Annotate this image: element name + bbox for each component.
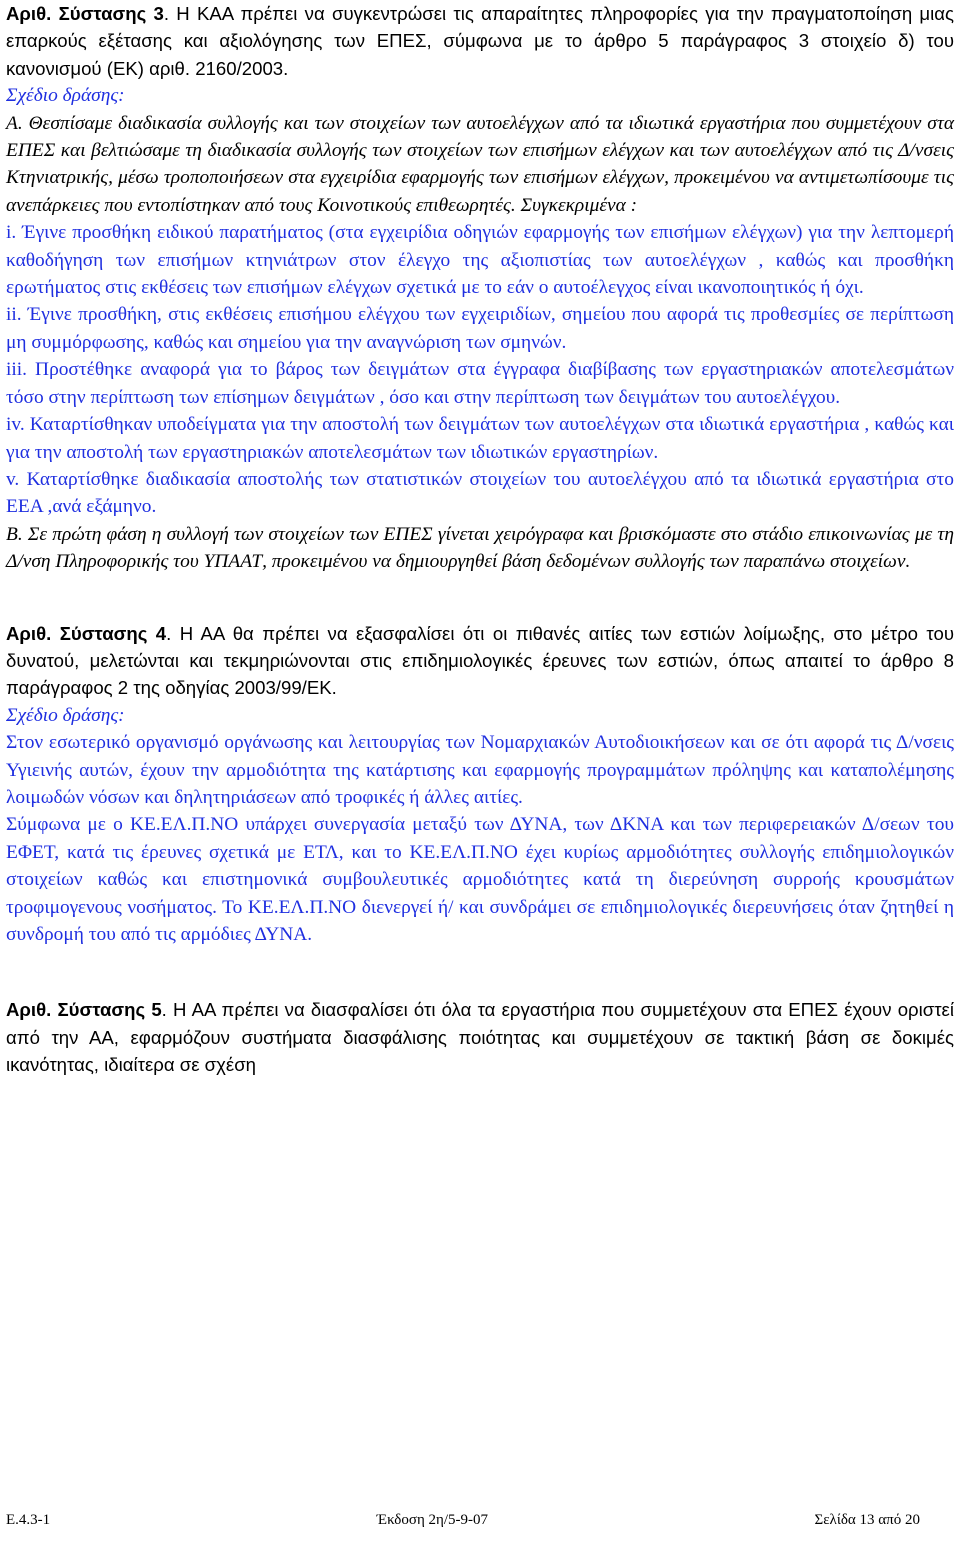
recommendation-4 <box>6 620 954 702</box>
footer-edition: Έκδοση 2η/5-9-07 <box>376 1512 489 1528</box>
recommendation-5-text: . Η ΑΑ πρέπει να διασφαλίσει ότι όλα τα εργαστήρια που συμμετέχουν στα ΕΠΕΣ έχουν οριστεί από την ΑΑ, εφαρμόζουν συστήματα διασφάλισης ποιότητας και συμμετέχουν σε τακτική βάση σε δοκιμές ικανότητας, ιδιαίτερα σε σχέση <box>6 999 954 1076</box>
recommendation-3 <box>6 0 954 82</box>
action-plan-4-para-2: Σύμφωνα με ο ΚΕ.ΕΛ.Π.ΝΟ υπάρχει συνεργασία μεταξύ των ΔΥΝΑ, των ΔΚΝΑ και των περιφερειακών Δ/σεων του ΕΦΕΤ, κατά τις έρευνες σχετικά με ΕΤΛ, και το ΚΕ.ΕΛ.Π.ΝΟ έχει κυρίως αρμοδιότητες συλλογής επιδημιολογικών στοιχείων καθώς και επιστημονικά συμβουλευτικές αρμοδιότητες κατά τη διερεύνηση συρροής κρουσμάτων τροφιμογενους νοσήματος. Το ΚΕ.ΕΛ.Π.ΝΟ διενεργεί ή/ και συνδράμει σε επιδημιολογικές διερευνήσεις όταν ζητηθεί η συνδρομή του από τις αρμόδιες ΔΥΝΑ. <box>6 814 954 945</box>
action-plan-b: Β. Σε πρώτη φάση η συλλογή των στοιχείων των ΕΠΕΣ γίνεται χειρόγραφα και βρισκόμαστε στο στάδιο επικοινωνίας με τη Δ/νση Πληροφορικής του ΥΠΑΑΤ, προκειμένου να δημιουργηθεί βάση δεδομένων συλλογής των παραπάνω στοιχείων. <box>6 523 954 573</box>
page-footer <box>6 1512 920 1529</box>
action-item-iii: iii. Προστέθηκε αναφορά για το βάρος των δειγμάτων στα έγγραφα διαβίβασης των εργαστηριακών αποτελεσμάτων τόσο στην περίπτωση των επίσημων δειγμάτων , όσο και στην περίπτωση των δειγμάτων του αυτοελέγχου. <box>6 359 954 408</box>
recommendation-4-text: . Η ΑΑ θα πρέπει να εξασφαλίσει ότι οι πιθανές αιτίες των εστιών λοίμωξης, στο μέτρο του δυνατού, μελετώνται και τεκμηριώνονται στις επιδημιολογικές έρευνες των εστιών, όπως απαιτεί το άρθρο 8 παράγραφος 2 της οδηγίας 2003/99/ΕΚ. <box>6 622 954 699</box>
footer-document-code: Ε.4.3-1 <box>6 1512 51 1528</box>
spacer <box>6 948 954 996</box>
action-plan-heading-4: Σχέδιο δράσης: <box>6 704 125 726</box>
recommendation-5 <box>6 996 954 1078</box>
footer-page-number: Σελίδα 13 από 20 <box>814 1512 920 1528</box>
spacer <box>6 576 954 620</box>
recommendation-4-label: Αριθ. Σύστασης 4 <box>6 622 167 644</box>
action-item-i: i. Έγινε προσθήκη ειδικού παρατήματος (στα εγχειρίδια οδηγιών εφαρμογής των επισήμων ελέγχων) για την λεπτομερή καθοδήγηση των επισήμων κτηνιάτρων στον έλεγχο της αξιοπιστίας των αυτοελέγχων , καθώς και προσθήκη ερωτήματος στις εκθέσεις των επισήμων ελέγχων σχετικά με το εάν ο αυτοέλεγχος είναι ικανοποιητικός ή όχι. <box>6 222 954 299</box>
action-plan-heading-3: Σχέδιο δράσης: <box>6 85 125 107</box>
action-item-iv: iv. Καταρτίσθηκαν υποδείγματα για την αποστολή των δειγμάτων των αυτοελέγχων στα ιδιωτικά εργαστήρια , καθώς και για την αποστολή των εργαστηριακών αποτελεσμάτων των ιδιωτικών εργαστηρίων. <box>6 414 954 463</box>
action-plan-a: Α. Θεσπίσαμε διαδικασία συλλογής και των στοιχείων των αυτοελέγχων από τα ιδιωτικά εργαστήρια που συμμετέχουν στα ΕΠΕΣ και βελτιώσαμε τη διαδικασία συλλογής των στοιχείων των επισήμων ελέγχων και των αυτοελέγχων από τις Δ/νσεις Κτηνιατρικής, μέσω τροποποιήσεων στα εγχειρίδια εφαρμογής των επισήμων ελέγχων, προκειμένου να αντιμετωπίσουμε τις ανεπάρκειες που εντοπίστηκαν από τους Κοινοτικούς επιθεωρητές. Συγκεκριμένα : <box>6 112 954 216</box>
action-item-v: v. Καταρτίσθηκε διαδικασία αποστολής των στατιστικών στοιχείων του αυτοελέγχου από τα ιδιωτικά εργαστήρια στο ΕΕΑ ,ανά εξάμηνο. <box>6 468 954 518</box>
recommendation-3-label: Αριθ. Σύστασης 3 <box>6 3 164 24</box>
action-item-ii: ii. Έγινε προσθήκη, στις εκθέσεις επισήμου ελέγχου των εγχειριδίων, σημείου που αφορά τις προθεσμίες σε περίπτωση μη συμμόρφωσης, καθώς και σημείου για την αναγνώριση των σμηνών. <box>6 304 954 353</box>
recommendation-3-text: . Η ΚΑΑ πρέπει να συγκεντρώσει τις απαραίτητες πληροφορίες για την πραγματοποίηση μιας επαρκούς εξέτασης και αξιολόγησης των ΕΠΕΣ, σύμφωνα με το άρθρο 5 παράγραφος 3 στοιχείο δ) του κανονισμού (ΕΚ) αριθ. 2160/2003. <box>6 3 954 79</box>
action-plan-4-para-1: Στον εσωτερικό οργανισμό οργάνωσης και λειτουργίας των Νομαρχιακών Αυτοδιοικήσεων και σε ότι αφορά τις Δ/νσεις Υγιεινής αυτών, έχουν την αρμοδιότητα της κατάρτισης και εφαρμογής προγραμμάτων πρόληψης και καταπολέμησης λοιμωδών νόσων και δηλητηριάσεων από τροφικές ή άλλες αιτίες. <box>6 732 954 808</box>
recommendation-5-label: Αριθ. Σύστασης 5 <box>6 999 162 1021</box>
